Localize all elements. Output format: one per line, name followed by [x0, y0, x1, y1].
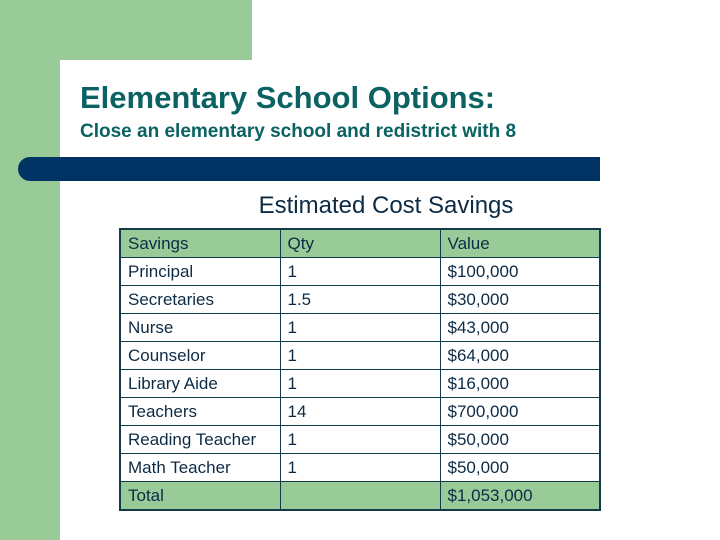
slide-title: Elementary School Options: [80, 80, 496, 115]
table-cell: 1 [280, 258, 440, 286]
cost-savings-table [119, 228, 601, 511]
table-cell: $43,000 [440, 314, 600, 342]
table-cell: 1 [280, 370, 440, 398]
table-title: Estimated Cost Savings [258, 192, 514, 219]
header-cell: Value [440, 229, 600, 258]
table-row [120, 258, 600, 286]
table-row [120, 398, 600, 426]
table-cell: $700,000 [440, 398, 600, 426]
table-cell [280, 482, 440, 511]
table-cell: Nurse [120, 314, 280, 342]
decorative-green-strip [0, 0, 60, 540]
table-cell: $64,000 [440, 342, 600, 370]
header-cell: Qty [280, 229, 440, 258]
table-cell: Secretaries [120, 286, 280, 314]
table-cell: Library Aide [120, 370, 280, 398]
header-cell: Savings [120, 229, 280, 258]
table-row [120, 370, 600, 398]
table-row [120, 314, 600, 342]
table-cell: Total [120, 482, 280, 511]
table-header-row [120, 229, 600, 258]
table-cell: $50,000 [440, 454, 600, 482]
table-cell: 1.5 [280, 286, 440, 314]
table-cell: Principal [120, 258, 280, 286]
table-cell: $50,000 [440, 426, 600, 454]
table-cell: Counselor [120, 342, 280, 370]
table-row [120, 342, 600, 370]
table-cell: $1,053,000 [440, 482, 600, 511]
table-cell: $100,000 [440, 258, 600, 286]
slide-subtitle: Close an elementary school and redistrict with 8 [80, 121, 517, 142]
table-cell: Reading Teacher [120, 426, 280, 454]
table-cell: Teachers [120, 398, 280, 426]
table-cell: Math Teacher [120, 454, 280, 482]
table-cell: $16,000 [440, 370, 600, 398]
table-cell: $30,000 [440, 286, 600, 314]
decorative-divider-bar [18, 157, 600, 181]
table-total-row [120, 482, 600, 511]
table-cell: 14 [280, 398, 440, 426]
table-cell: 1 [280, 454, 440, 482]
table-row [120, 426, 600, 454]
table-cell: 1 [280, 314, 440, 342]
table-cell: 1 [280, 342, 440, 370]
table-row [120, 286, 600, 314]
table-row [120, 454, 600, 482]
table-cell: 1 [280, 426, 440, 454]
